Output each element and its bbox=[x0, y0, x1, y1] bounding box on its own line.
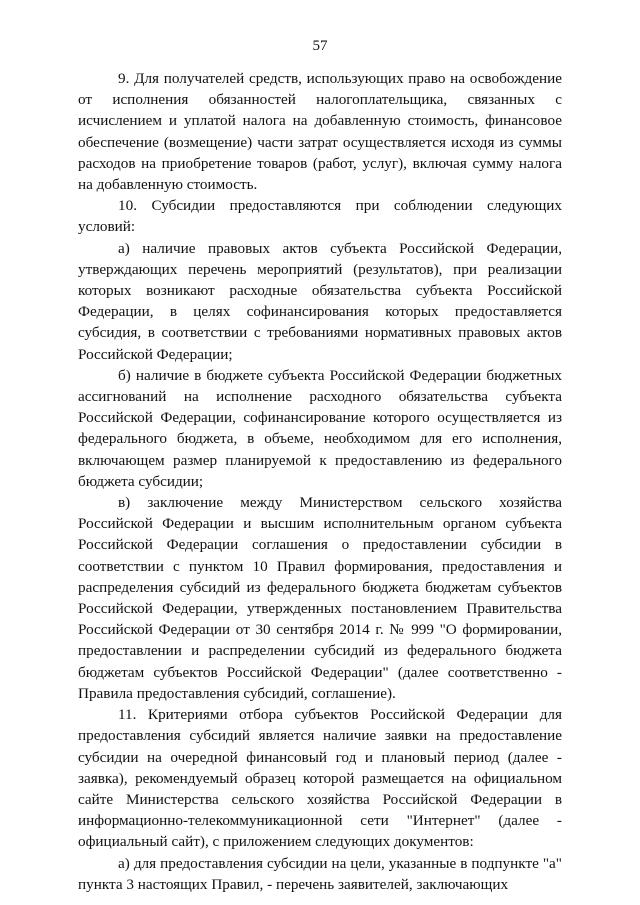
paragraph-10-v: в) заключение между Министерством сельского хозяйства Российской Федерации и высшим исполнительным органом субъекта Российской Федерации соглашения о предоставлении субсидии в соответствии с пунктом 10 Правил формирования, предоставления и распределения субсидий из федерального бюджета бюджетам субъектов Российской Федерации, утвержденных постановлением Правительства Российской Федерации от 30 сентября 2014 г. № 999 "О формировании, предоставлении и распределении субсидий из федерального бюджета бюджетам субъектов Российской Федерации" (далее соответственно - Правила предоставления субсидий, соглашение). bbox=[78, 494, 562, 702]
paragraph-9: 9. Для получателей средств, использующих право на освобождение от исполнения обязанностей налогоплательщика, связанных с исчислением и уплатой налога на добавленную стоимость, финансовое обеспечение (возмещение) части затрат осуществляется исходя из суммы расходов на приобретение товаров (работ, услуг), включая сумму налога на добавленную стоимость. bbox=[78, 70, 562, 194]
paragraph-10-b: б) наличие в бюджете субъекта Российской Федерации бюджетных ассигнований на исполнение расходного обязательства субъекта Российской Федерации, софинансирование которого осуществляется из федерального бюджета, в объеме, необходимом для его исполнения, включающем размер планируемой к предоставлению из федерального бюджета субсидии; bbox=[78, 366, 562, 490]
page-number: 57 bbox=[312, 38, 328, 54]
document-body bbox=[78, 68, 562, 895]
paragraph-11: 11. Критериями отбора субъектов Российской Федерации для предоставления субсидий является наличие заявки на предоставление субсидии на очередной финансовый год и плановый период (далее - заявка), рекомендуемый образец которой размещается на официальном сайте Министерства сельского хозяйства Российской Федерации в информационно-телекоммуникационной сети "Интернет" (далее - официальный сайт), с приложением следующих документов: bbox=[78, 706, 562, 851]
paragraph-10-a: а) наличие правовых актов субъекта Российской Федерации, утверждающих перечень мероприятий (результатов), при реализации которых возникают расходные обязательства субъекта Российской Федерации, в целях софинансирования которых предоставляется субсидия, в соответствии с требованиями нормативных правовых актов Российской Федерации; bbox=[78, 239, 562, 363]
paragraph-10: 10. Субсидии предоставляются при соблюдении следующих условий: bbox=[78, 197, 562, 236]
paragraph-11-a: а) для предоставления субсидии на цели, указанные в подпункте "а" пункта 3 настоящих Правил, - перечень заявителей, заключающих bbox=[78, 854, 562, 893]
